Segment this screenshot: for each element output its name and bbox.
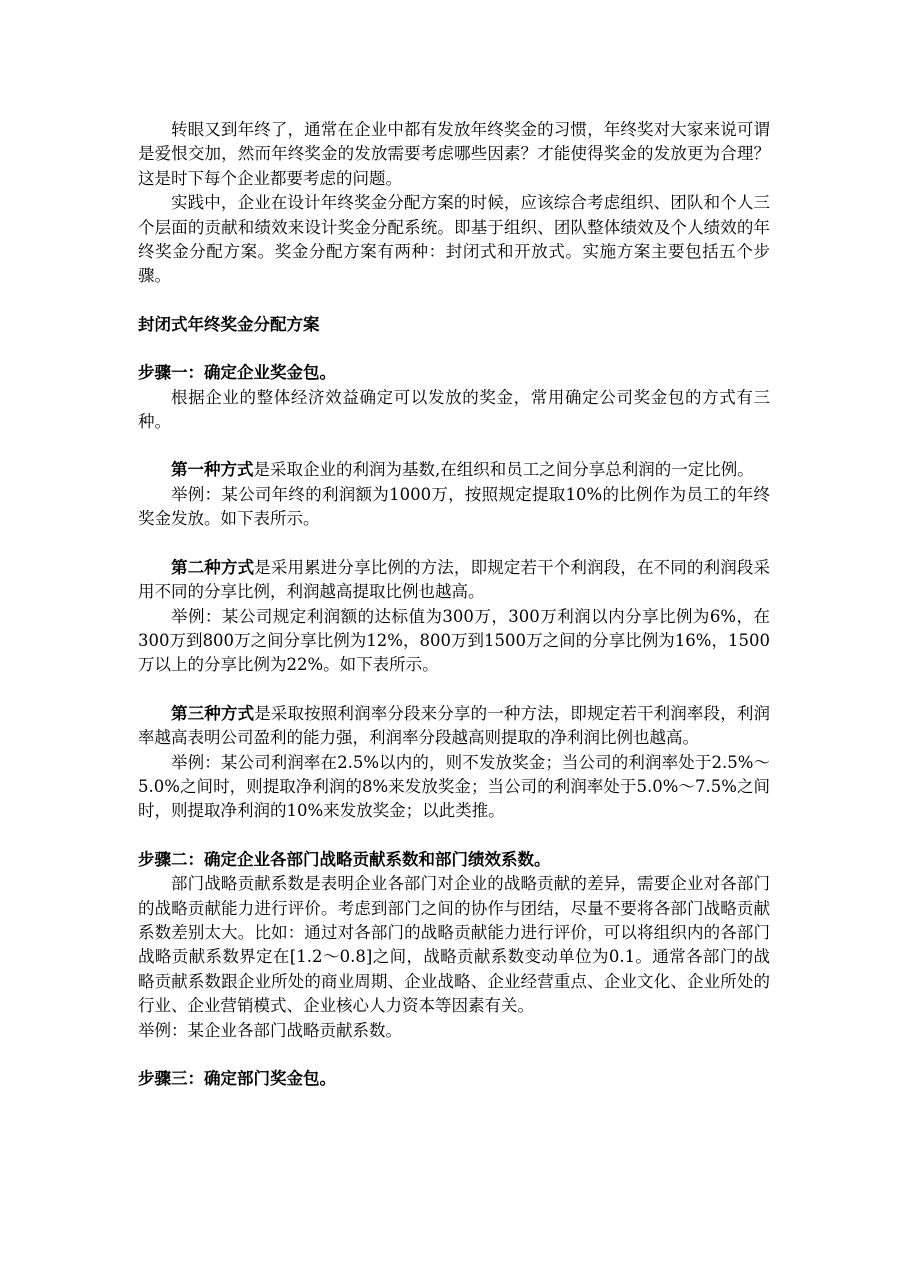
intro-paragraph-1: 转眼又到年终了，通常在企业中都有发放年终奖金的习惯，年终奖对大家来说可谓是爱恨交加，然而年终奖金的发放需要考虑哪些因素？才能使得奖金的发放更为合理？这是时下每个企业都要考虑的问题。 (138, 120, 770, 188)
method1-example: 举例：某公司年终的利润额为1000万，按照规定提取10%的比例作为员工的年终奖金发放。如下表所示。 (138, 484, 770, 529)
step1-heading: 步骤一：确定企业奖金包。 (138, 363, 336, 383)
document-body (138, 118, 770, 1091)
section-title: 封闭式年终奖金分配方案 (138, 314, 320, 334)
method2-example: 举例：某公司规定利润额的达标值为300万，300万利润以内分享比例为6%，在300万到800万之间分享比例为12%，800万到1500万之间的分享比例为16%，1500万以上的分享比例为22%。如下表所示。 (138, 606, 770, 675)
method2-label: 第二种方式 (171, 557, 255, 577)
method3-example: 举例：某公司利润率在2.5%以内的，则不发放奖金；当公司的利润率处于2.5%～5.0%之间时，则提取净利润的8%来发放奖金；当公司的利润率处于5.0%～7.5%之间时，则提取净利润的10%来发放奖金；以此类推。 (138, 752, 770, 821)
method1-paragraph (138, 458, 770, 482)
method1-text: 是采取企业的利润为基数,在组织和员工之间分享总利润的一定比例。 (253, 460, 754, 480)
step2-example: 举例：某企业各部门战略贡献系数。 (138, 1020, 402, 1040)
method2-paragraph (138, 556, 770, 605)
step3-heading: 步骤三：确定部门奖金包。 (138, 1069, 336, 1088)
method2-text: 是采用累进分享比例的方法，即规定若干个利润段，在不同的利润段采用不同的分享比例，利润越高提取比例也越高。 (138, 557, 771, 602)
method3-label: 第三种方式 (171, 703, 255, 723)
method1-label: 第一种方式 (171, 460, 254, 480)
intro-paragraph-2: 实践中，企业在设计年终奖金分配方案的时候，应该综合考虑组织、团队和个人三个层面的贡献和绩效来设计奖金分配系统。即基于组织、团队整体绩效及个人绩效的年终奖金分配方案。奖金分配方案有两种：封闭式和开放式。实施方案主要包括五个步骤。 (138, 193, 770, 286)
step2-heading: 步骤二：确定企业各部门战略贡献系数和部门绩效系数。 (138, 849, 551, 869)
step1-description: 根据企业的整体经济效益确定可以发放的奖金，常用确定公司奖金包的方式有三种。 (138, 387, 770, 432)
method3-text: 是采取按照利润率分段来分享的一种方法，即规定若干利润率段，利润率越高表明公司盈利的能力强，利润率分段越高则提取的净利润比例也越高。 (138, 703, 771, 748)
step2-description: 部门战略贡献系数是表明企业各部门对企业的战略贡献的差异，需要企业对各部门的战略贡献能力进行评价。考虑到部门之间的协作与团结，尽量不要将各部门战略贡献系数差别太大。比如：通过对各部门的战略贡献能力进行评价，可以将组织内的各部门战略贡献系数界定在[1.2～0.8]之间，战略贡献系数变动单位为0.1。通常各部门的战略贡献系数跟企业所处的商业周期、企业战略、企业经营重点、企业文化、企业所处的行业、企业营销模式、企业核心人力资本等因素有关。 (138, 874, 770, 1016)
method3-paragraph (138, 702, 770, 751)
